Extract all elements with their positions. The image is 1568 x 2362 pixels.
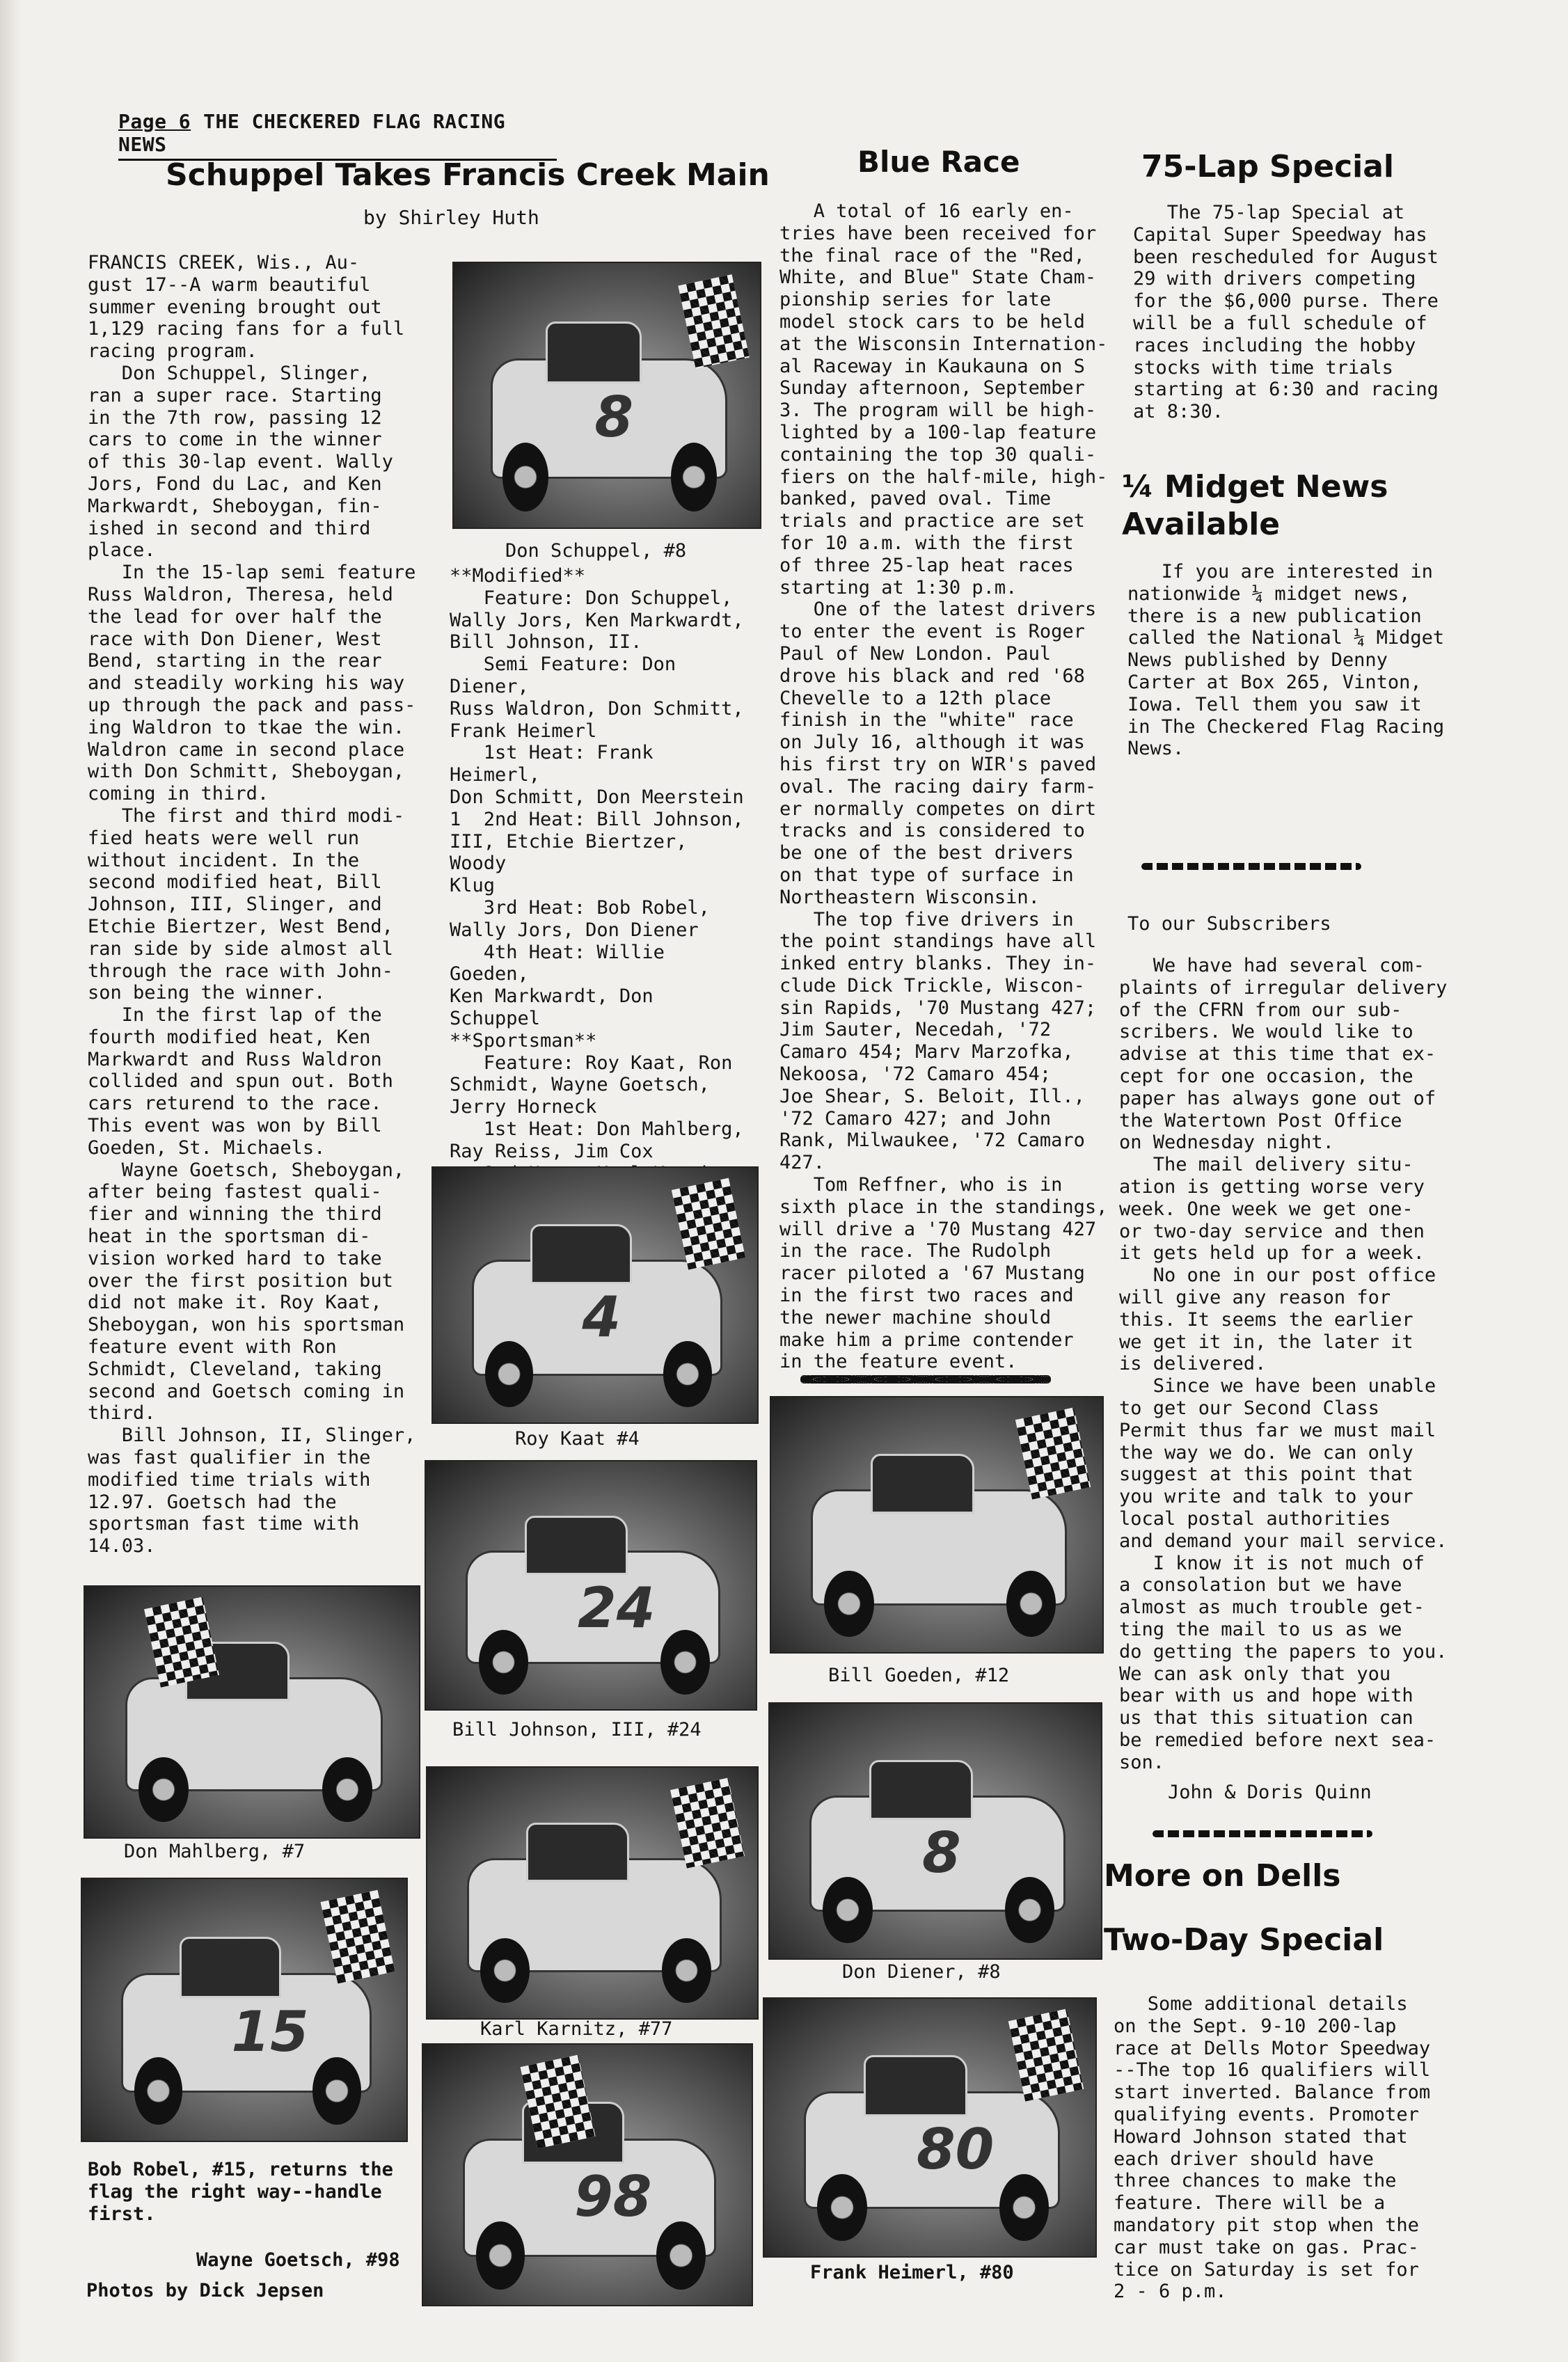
photo-don-diener: [768, 1702, 1102, 1960]
caption-karl-karnitz: Karl Karnitz, #77: [480, 2018, 673, 2040]
blue-race-headline: Blue Race: [857, 145, 1020, 179]
dash-divider: [1141, 863, 1361, 870]
results-column: **Modified** Feature: Don Schuppel, Wally Jors, Ken Markwardt, Bill Johnson, II. Semi Feature: Don Diener, Russ Waldron, Don Schmitt, Frank Heimerl 1st Heat: Frank Heimerl, Don Schmitt, Don Meerstein 1 2nd Heat: Bill Johnson, III, Etchie Biertzer, Woody Klug 3rd Heat: Bob Robel, Wally Jors, Don Diener 4th Heat: Willie Goeden, Ken Markwardt, Don Schuppel **Sportsman** Feature: Roy Kaat, Ron Schmidt, Wayne Goetsch, Jerry Horneck 1st Heat: Don Mahlberg, Ray Reiss, Jim Cox: [450, 565, 744, 1162]
main-story-column-1: FRANCIS CREEK, Wis., Au- gust 17--A warm beautiful summer evening brought out 1,129 racing fans for a full racing program. Don Schuppel, Slinger, ran a super race. Starting in the 7th row, passing 12 cars to come in the winner of this 30-lap event. Wally Jors, Fond du Lac, and Ken Markwardt, Sheboygan, fin- ished in second and third place. In the 15-lap semi feature Russ Waldron, Theresa, held the lead for over half the race with Don Diener, West Bend, starting in the rear and steadily working his way up through the pack and pass- ing Waldron to tkae the win. Waldron came in second place with Don Schmitt, Sheboygan, coming in third. The first and third modi- fied heats were well run without incident. In the second modified heat, Bill Johnson, III, Slinger, and Etchie Biertzer, West Bend, ran side by side almost all through the race with John- son being the winner. In the first lap of the fourth modified heat, Ken Markwardt and Russ Waldron collided and spun out. Both cars returend to the race. This event was won by Bill Goeden, St. Michaels. Wayne Goetsch, Sheboygan, after being fastest quali- fier and winning the third heat in the sportsman di- vision worked hard to take over the first position but did not make it. Roy Kaat, Sheboygan, won his sportsman feature event with Ron Schmidt, Cleveland, taking second and Goetsch coming in third. Bill Johnson, II, Slinger, was fast qualifier in the modified time trials with 12.97. Goetsch had the sportsman fast time with 14.03.: [88, 252, 416, 1558]
caption-bob-robel: Bob Robel, #15, returns the flag the right way--handle first.: [88, 2159, 393, 2225]
oval-divider: [800, 1375, 1051, 1384]
photo-bill-johnson: [425, 1460, 757, 1711]
car-number: 80: [916, 2117, 995, 2182]
car-number: 8: [921, 1821, 961, 1886]
special-75-text: The 75-lap Special at Capital Super Speedway has been rescheduled for August 29 with drivers competing for the $6,000 purse. There will be a full schedule of races including the hobby stocks with time trials starting at 6:30 and racing at 8:30.: [1133, 202, 1439, 423]
photo-frank-heimerl: [763, 1997, 1097, 2258]
car-number: 98: [574, 2164, 652, 2230]
photo-bill-goeden: [770, 1396, 1104, 1654]
subscribers-signoff: John & Doris Quinn: [1168, 1782, 1372, 1803]
dells-text: Some additional details on the Sept. 9-10 200-lap race at Dells Motor Speedway --The top 16 qualifiers will start inverted. Balance from qualifying events. Promoter Howard Johnson stated that each driver should have three chances to make the feature. There will be a mandatory pit stop when the car must take on gas. Prac- tice on Saturday is set for 2 - 6 p.m.: [1114, 1993, 1431, 2303]
car-number: 24: [578, 1575, 656, 1640]
car-number: 15: [231, 1999, 309, 2064]
caption-roy-kaat: Roy Kaat #4: [515, 1428, 640, 1450]
caption-bill-johnson: Bill Johnson, III, #24: [452, 1719, 702, 1741]
caption-don-diener: Don Diener, #8: [842, 1961, 1001, 1983]
photo-wayne-goetsch: [422, 2043, 753, 2306]
car-number: 4: [582, 1285, 621, 1350]
caption-don-mahlberg: Don Mahlberg, #7: [124, 1841, 306, 1862]
photo-don-mahlberg: [84, 1585, 420, 1839]
caption-bill-goeden: Bill Goeden, #12: [828, 1665, 1010, 1686]
caption-wayne-goetsch: Wayne Goetsch, #98: [196, 2249, 400, 2271]
dells-headline-2: Two-Day Special: [1104, 1922, 1384, 1958]
newspaper-title: THE CHECKERED FLAG RACING NEWS: [118, 110, 506, 156]
car-number: 8: [594, 384, 634, 450]
photo-credit: Photos by Dick Jepsen: [86, 2280, 324, 2301]
midget-text: If you are interested in nationwide ¼ midget news, there is a new publication called the National ¼ Midget News published by Denny Carter at Box 265, Vinton, Iowa. Tell them you saw it in The Checkered Flag Racing News.: [1127, 561, 1445, 760]
caption-don-schuppel: Don Schuppel, #8: [505, 540, 687, 562]
page-header: [118, 110, 557, 161]
special-75-headline: 75-Lap Special: [1141, 149, 1394, 184]
subscribers-text: We have had several com- plaints of irregular delivery of the CFRN from our sub- scribers. We would like to advise at this time that ex- cept for one occasion, the paper has always gone out of the Watertown Post Office on Wednesday night. The mail delivery situ- ation is getting worse very week. One week we get one- or two-day service and then it gets held up for a week. No one in our post office will give any reason for this. It seems the earlier we get it in, the later it is delivered. Since we have been unable to get our Second Class Permit thus far we must mail the way we do. We can only suggest at this point that you write and talk to your local postal authorities and demand your mail service. I know it is not much of a consolation but we have almost as much trouble get- ting the mail to us as we do getting the papers to you. We can ask only that you bear with us and hope with us that this situation can be remedied before next sea- son.: [1119, 955, 1448, 1773]
midget-headline-2: Available: [1122, 507, 1281, 542]
dash-divider: [1153, 1830, 1372, 1837]
photo-karl-karnitz: [426, 1766, 759, 2020]
blue-race-text: A total of 16 early en- tries have been received for the final race of the "Red, White, and Blue" State Cham- pionship series for late model stock cars to be held at the Wisconsin Internation- al Raceway in Kaukauna on S Sunday afternoon, September 3. The program will be high- lighted by a 100-lap feature containing the top 30 quali- fiers on the half-mile, high- banked, paved oval. Time trials and practice are set for 10 a.m. with the first of three 25-lap heat races starting at 1:30 p.m. One of the latest drivers to enter the event is Roger Paul of New London. Paul drove his black and red '68 Chevelle to a 12th place finish in the "white" race on July 16, although it was his first try on WIR's paved oval. The racing dairy farm- er normally competes on dirt tracks and is considered to be one of the best drivers on that type of surface in Northeastern Wisconsin. The top five drivers in the point standings have all inked entry blanks. They in- clude Dick Trickle, Wiscon- sin Rapids, '70 Mustang 427; Jim Sauter, Necedah, '72 Camaro 454; Marv Marzofka, Nekoosa, '72 Camaro 454; Joe Shear, S. Beloit, Ill., '72 Camaro 427; and John Rank, Milwaukee, '72 Camaro 427. Tom Reffner, who is in sixth place in the standings, will drive a '70 Mustang 427 in the race. The Rudolph racer piloted a '67 Mustang in the first two races and the newer machine should make him a prime contender in the feature event.: [779, 200, 1108, 1373]
page-number: Page 6: [118, 110, 191, 133]
page-edge: [0, 0, 21, 2362]
photo-don-schuppel: [452, 262, 761, 529]
caption-frank-heimerl: Frank Heimerl, #80: [810, 2262, 1014, 2283]
subscribers-heading: To our Subscribers: [1127, 913, 1331, 935]
dells-headline: More on Dells: [1104, 1858, 1341, 1894]
byline: by Shirley Huth: [363, 206, 539, 229]
main-headline: Schuppel Takes Francis Creek Main: [166, 157, 770, 193]
midget-headline: ¼ Midget News: [1122, 469, 1388, 505]
photo-bob-robel: [81, 1878, 408, 2142]
photo-roy-kaat: [431, 1166, 759, 1424]
